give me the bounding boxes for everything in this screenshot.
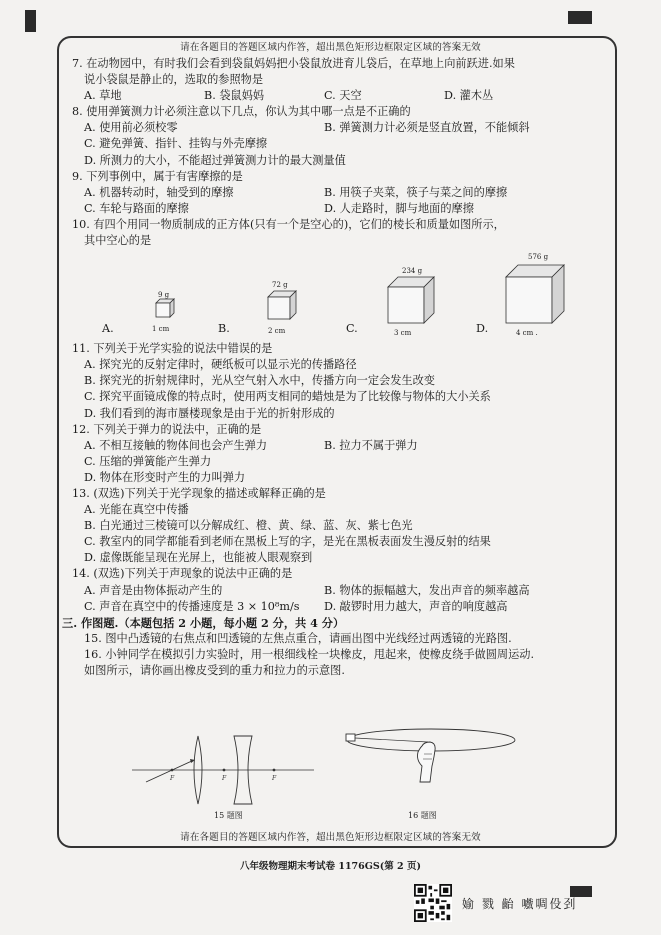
q8-option-a[interactable]: A. 使用前必须校零 xyxy=(84,121,178,135)
q7-option-a[interactable]: A. 草地 xyxy=(84,89,122,103)
q9-stem: 9. 下列事例中，属于有害摩擦的是 xyxy=(72,169,243,183)
q7-option-d[interactable]: D. 灌木丛 xyxy=(444,89,494,103)
q10-cube-d xyxy=(502,249,574,341)
q12-option-a[interactable]: A. 不相互接触的物体间也会产生弹力 xyxy=(84,438,268,452)
q14-option-d[interactable]: D. 敲锣时用力越大，声音的响度越高 xyxy=(324,599,508,613)
q13-stem: 13. (双选)下列关于光学现象的描述或解释正确的是 xyxy=(72,486,326,500)
q12-option-d[interactable]: D. 物体在形变时产生的力叫弹力 xyxy=(84,470,246,484)
q8-stem: 8. 使用弹簧测力计必须注意以下几点，你认为其中哪一点是不正确的 xyxy=(72,105,411,119)
q10-cube-b xyxy=(262,279,308,339)
q10-option-a-letter[interactable]: A. xyxy=(102,322,114,336)
q9-option-d[interactable]: D. 人走路时，脚与地面的摩擦 xyxy=(324,201,474,215)
q7-stem-line1: 7. 在动物园中，有时我们会看到袋鼠妈妈把小袋鼠放进育儿袋后，在草地上向前跃进.如果 xyxy=(72,57,515,70)
q14-option-a[interactable]: A. 声音是由物体振动产生的 xyxy=(84,583,223,597)
watermark-text: 媮 戮 齝 嚱啁伇刭 xyxy=(462,897,578,911)
q7-options xyxy=(72,88,597,104)
q13-option-c[interactable]: C. 教室内的同学都能看到老师在黑板上写的字，是光在黑板表面发生漫反射的结果 xyxy=(84,535,491,549)
q13-option-d[interactable]: D. 虚像既能呈现在光屏上，也能被人眼观察到 xyxy=(84,551,313,565)
q10-cube-b-edge: 2 cm xyxy=(268,327,286,336)
question-area xyxy=(62,56,597,679)
q11-option-c[interactable]: C. 探究平面镜成像的特点时，使用两支相同的蜡烛是为了比较像与物体的大小关系 xyxy=(84,390,491,404)
q14-option-b[interactable]: B. 物体的振幅越大，发出声音的频率越高 xyxy=(324,583,530,597)
q12-stem: 12. 下列关于弹力的说法中，正确的是 xyxy=(72,422,262,436)
q16-stem-line2: 如图所示，请你画出橡皮受到的重力和拉力的示意图. xyxy=(84,664,345,677)
bottom-notice: 请在各题目的答题区域内作答，超出黑色矩形边框限定区域的答案无效 xyxy=(180,832,481,843)
q10-stem-line2: 其中空心的是 xyxy=(84,234,152,248)
q7-option-c[interactable]: C. 天空 xyxy=(324,89,362,103)
q11-stem: 11. 下列关于光学实验的说法中错误的是 xyxy=(72,342,273,356)
q14-stem: 14. (双选)下列关于声现象的说法中正确的是 xyxy=(72,567,293,581)
q11-option-b[interactable]: B. 探究光的折射规律时，光从空气射入水中，传播方向一定会发生改变 xyxy=(84,374,435,388)
registration-mark-left xyxy=(25,10,36,32)
q8-option-b[interactable]: B. 弹簧测力计必须是竖直放置，不能倾斜 xyxy=(324,121,530,135)
registration-mark-right xyxy=(568,11,592,24)
fig16-circular-motion-diagram xyxy=(336,724,526,824)
q15-stem: 15. 图中凸透镜的右焦点和凹透镜的左焦点重合，请画出图中光线经过两透镜的光路图. xyxy=(84,631,512,645)
section-3-heading: 三. 作图题.（本题包括 2 小题，每小题 2 分，共 4 分） xyxy=(62,615,345,630)
fig15-lens-diagram xyxy=(128,724,318,824)
q7-option-b[interactable]: B. 袋鼠妈妈 xyxy=(204,89,265,103)
q12-option-b[interactable]: B. 拉力不属于弹力 xyxy=(324,438,418,452)
q9-option-c[interactable]: C. 车轮与路面的摩擦 xyxy=(84,201,189,215)
q9-option-b[interactable]: B. 用筷子夹菜，筷子与菜之间的摩擦 xyxy=(324,185,508,199)
page-footer: 八年级物理期末考试卷 1176GS(第 2 页) xyxy=(240,861,421,872)
q10-cube-a-mass: 9 g xyxy=(158,291,170,300)
q10-option-b-letter[interactable]: B. xyxy=(218,322,230,336)
fig15-caption: 15 题图 xyxy=(214,811,243,820)
q10-cube-figures xyxy=(72,249,597,341)
q12-option-c[interactable]: C. 压缩的弹簧能产生弹力 xyxy=(84,454,212,468)
q7-stem-line2: 说小袋鼠是静止的，选取的参照物是 xyxy=(84,73,264,87)
q10-cube-c xyxy=(384,265,444,339)
top-notice: 请在各题目的答题区域内作答，超出黑色矩形边框限定区域的答案无效 xyxy=(180,42,481,53)
q16-stem-line1: 16. 小钟同学在模拟引力实验时，用一根细线栓一块橡皮，甩起来，使橡皮绕手做圆周运动. xyxy=(84,647,535,661)
fig15-focus-label-left: F xyxy=(170,775,175,782)
q10-cube-a xyxy=(150,289,190,341)
q13-option-a[interactable]: A. 光能在真空中传播 xyxy=(84,503,189,517)
q8-option-c[interactable]: C. 避免弹簧、指针、挂钩与外壳摩擦 xyxy=(84,137,268,151)
qr-code-icon[interactable] xyxy=(414,884,452,922)
q13-option-b[interactable]: B. 白光通过三棱镜可以分解成红、橙、黄、绿、蓝、灰、紫七色光 xyxy=(84,519,413,533)
q10-option-c-letter[interactable]: C. xyxy=(346,322,358,336)
fig16-caption: 16 题图 xyxy=(408,811,437,820)
eraser-icon xyxy=(346,734,355,741)
fig15-focus-label-mid: F xyxy=(222,775,227,782)
q10-cube-c-mass: 234 g xyxy=(402,267,423,276)
q10-cube-b-mass: 72 g xyxy=(272,281,288,290)
q10-cube-d-mass: 576 g xyxy=(528,253,549,262)
q14-option-c[interactable]: C. 声音在真空中的传播速度是 3 × 10⁸m/s xyxy=(84,599,300,613)
q10-cube-c-edge: 3 cm xyxy=(394,329,412,338)
q10-option-d-letter[interactable]: D. xyxy=(476,322,489,336)
q8-option-d[interactable]: D. 所测力的大小，不能超过弹簧测力计的最大测量值 xyxy=(84,153,346,167)
fig15-focus-label-right: F xyxy=(272,775,277,782)
q10-stem-line1: 10. 有四个用同一物质制成的正方体(只有一个是空心的)，它们的棱长和质量如图所示， xyxy=(72,217,505,231)
q9-option-a[interactable]: A. 机器转动时，轴受到的摩擦 xyxy=(84,185,234,199)
q11-option-a[interactable]: A. 探究光的反射定律时，硬纸板可以显示光的传播路径 xyxy=(84,358,357,372)
q11-option-d[interactable]: D. 我们看到的海市蜃楼现象是由于光的折射形成的 xyxy=(84,406,335,420)
hand-icon xyxy=(418,742,436,782)
q10-cube-a-edge: 1 cm xyxy=(152,325,170,334)
q10-cube-d-edge: 4 cm . xyxy=(516,329,538,338)
